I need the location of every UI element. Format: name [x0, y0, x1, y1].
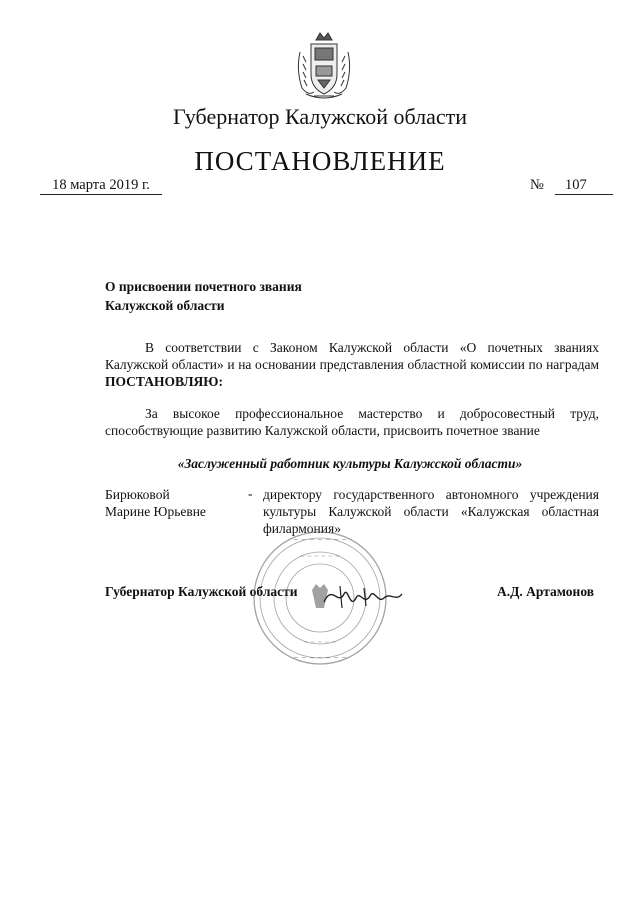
document-number: 107: [555, 176, 613, 195]
subject-line-1: О присвоении почетного звания: [105, 279, 302, 294]
issuing-authority: Губернатор Калужской области: [172, 104, 468, 129]
signatory-name: А.Д. Артамонов: [497, 584, 595, 599]
number-label: №: [530, 177, 544, 193]
svg-text:~ ~ ~ ~ ~ ~ ~: ~ ~ ~ ~ ~ ~ ~: [292, 536, 348, 544]
recipient-position: директору государственного автономного учреждения культуры Калужской области «Калужская областная филармония»: [263, 487, 599, 536]
svg-text:~ ~ ~ ~ ~: ~ ~ ~ ~ ~: [303, 639, 337, 646]
resolve-word: ПОСТАНОВЛЯЮ:: [105, 374, 223, 389]
honor-title: [0, 456, 640, 472]
separator-dash: -: [248, 486, 253, 501]
honor-title-text: «Заслуженный работник культуры Калужской области»: [177, 456, 523, 471]
award-paragraph: За высокое профессиональное мастерство и добросовестный труд, способствующие развитию Калужской области, присвоить почетное звание: [105, 406, 599, 438]
subject-heading: [105, 277, 365, 315]
coat-of-arms-emblem: [294, 30, 354, 102]
document-date: 18 марта 2019 г.: [40, 176, 162, 195]
recipient-given-names: Марине Юрьевне: [105, 504, 206, 519]
recipient-surname: Бирюковой: [105, 487, 170, 502]
handwritten-signature: [320, 576, 405, 616]
svg-text:~ ~ ~ ~ ~ ~ ~: ~ ~ ~ ~ ~ ~ ~: [292, 654, 348, 662]
subject-line-2: Калужской области: [105, 298, 225, 313]
recipient-name: [105, 486, 240, 520]
signatory-title: Губернатор Калужской области: [105, 584, 298, 599]
svg-text:~ ~ ~ ~ ~ ~: ~ ~ ~ ~ ~ ~: [300, 553, 340, 560]
preamble-text: В соответствии с Законом Калужской области «О почетных званиях Калужской области» и на основании представления областной комиссии по наградам: [105, 340, 599, 372]
document-type: ПОСТАНОВЛЕНИЕ: [194, 146, 446, 176]
preamble-paragraph: [105, 339, 599, 390]
